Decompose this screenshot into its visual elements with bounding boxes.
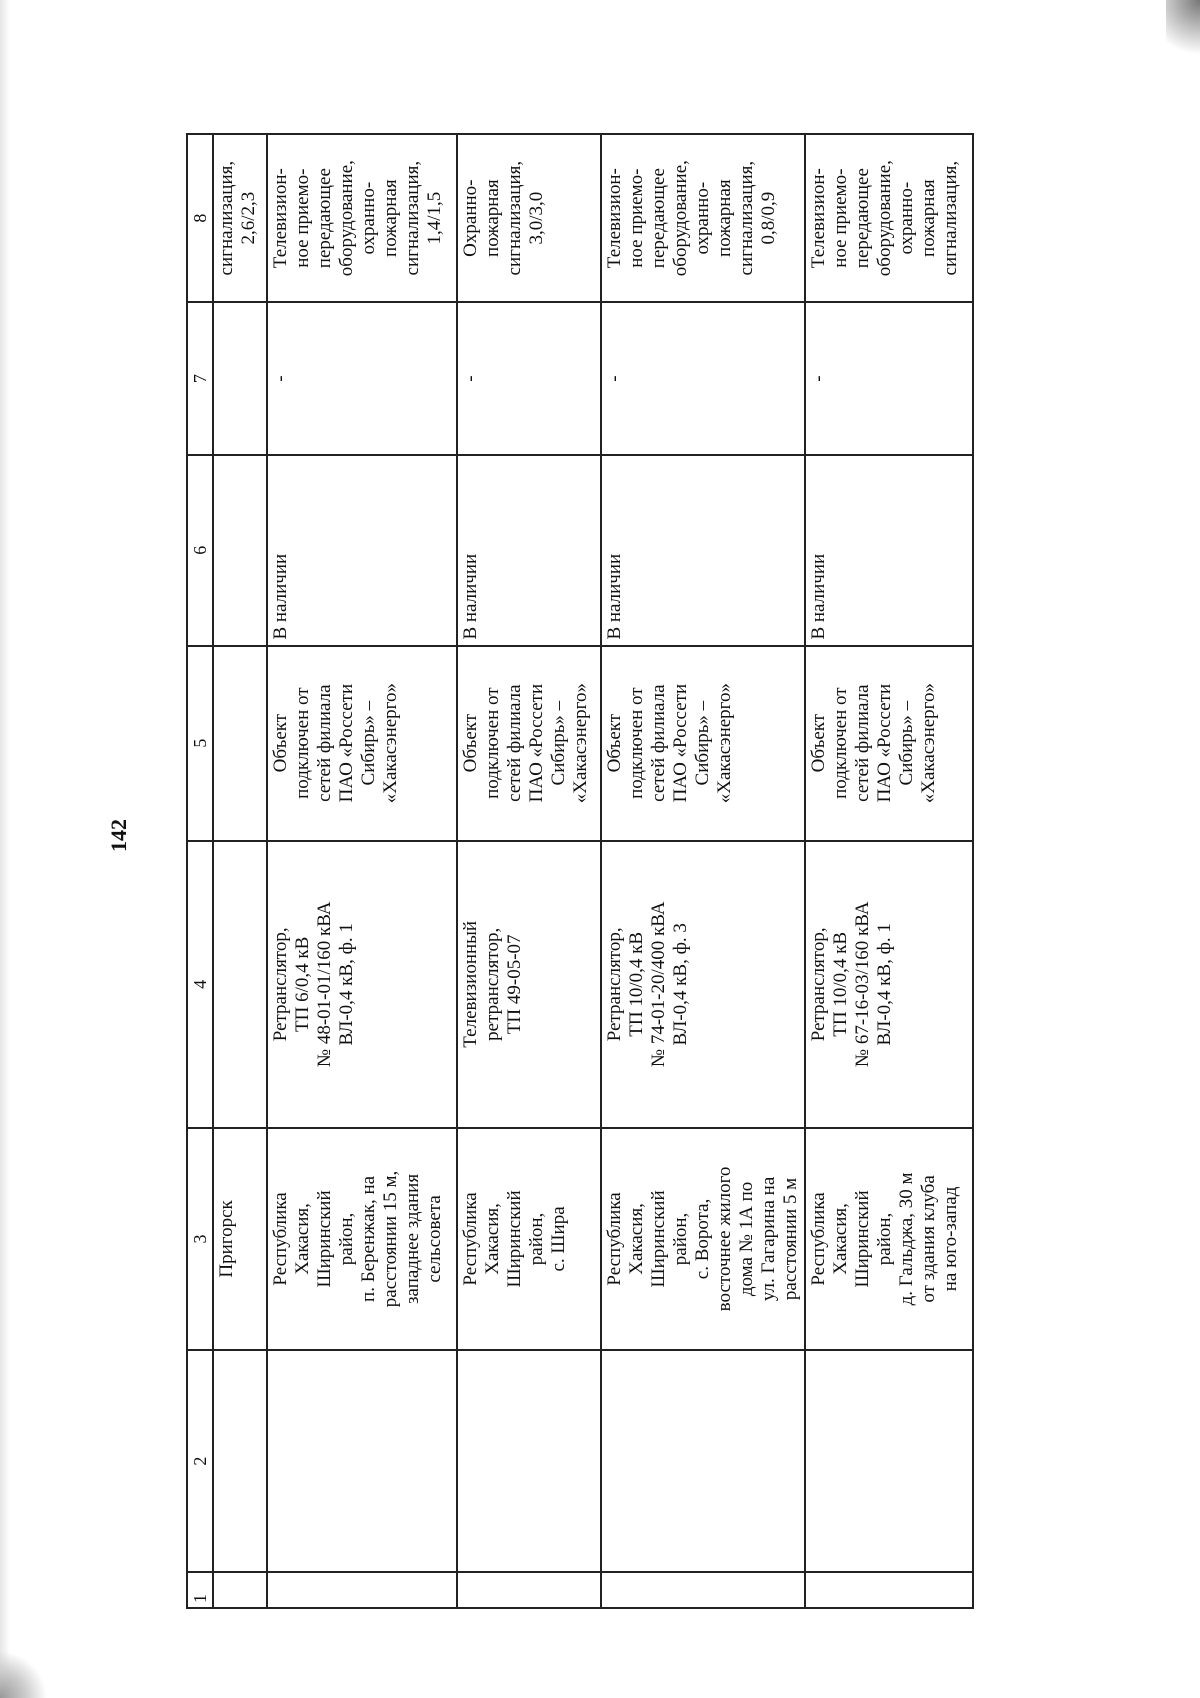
table-row [213, 134, 267, 1608]
cell-col1 [213, 1572, 267, 1608]
table-row [457, 134, 601, 1608]
cell-location: Республика Хакасия, Ширинский район, д. Гальджа, 30 м от здания клуба на юго-запад [805, 1128, 973, 1350]
col-header-8: 8 [187, 134, 213, 302]
cell-power-source: Объект подключен от сетей филиала ПАО «Россети Сибирь» – «Хакасэнерго» [457, 646, 601, 841]
cell-load: сигнализация, 2,6/2,3 [213, 134, 267, 302]
col-header-5: 5 [187, 646, 213, 841]
cell-equipment: Ретранслятор, ТП 10/0,4 кВ № 74-01-20/400 кВА ВЛ-0,4 кВ, ф. 3 [601, 841, 805, 1128]
cell-load: Телевизион- ное приемо- передающее оборудование, охранно- пожарная сигнализация, 1,4/1,5 [267, 134, 457, 302]
cell-availability: В наличии [601, 455, 805, 646]
cell-load: Телевизион- ное приемо- передающее оборудование, охранно- пожарная сигнализация, 0,8/0,9 [601, 134, 805, 302]
col-header-2: 2 [187, 1350, 213, 1572]
cell-col2 [267, 1350, 457, 1572]
cell-power-source [213, 646, 267, 841]
page-number: 142 [106, 819, 131, 852]
cell-col7: - [457, 302, 601, 455]
cell-col1 [805, 1572, 973, 1608]
col-header-1: 1 [187, 1572, 213, 1608]
cell-col2 [457, 1350, 601, 1572]
cell-power-source: Объект подключен от сетей филиала ПАО «Россети Сибирь» – «Хакасэнерго» [601, 646, 805, 841]
cell-availability: В наличии [457, 455, 601, 646]
cell-col7: - [805, 302, 973, 455]
cell-availability [213, 455, 267, 646]
col-header-7: 7 [187, 302, 213, 455]
cell-col7: - [267, 302, 457, 455]
cell-power-source: Объект подключен от сетей филиала ПАО «Россети Сибирь» – «Хакасэнерго» [267, 646, 457, 841]
cell-col1 [457, 1572, 601, 1608]
cell-col7: - [601, 302, 805, 455]
document-table [186, 133, 974, 1609]
cell-availability: В наличии [805, 455, 973, 646]
scan-shadow-bottom-left [0, 1652, 46, 1698]
cell-col7 [213, 302, 267, 455]
table-row [805, 134, 973, 1608]
cell-col2 [601, 1350, 805, 1572]
cell-col2 [213, 1350, 267, 1572]
cell-power-source: Объект подключен от сетей филиала ПАО «Россети Сибирь» – «Хакасэнерго» [805, 646, 973, 841]
cell-location: Республика Хакасия, Ширинский район, с. Шира [457, 1128, 601, 1350]
cell-equipment: Ретранслятор, ТП 10/0,4 кВ № 67-16-03/160 кВА ВЛ-0,4 кВ, ф. 1 [805, 841, 973, 1128]
cell-location: Республика Хакасия, Ширинский район, п. Беренжак, на расстоянии 15 м, западнее здания сельсовета [267, 1128, 457, 1350]
table-row [601, 134, 805, 1608]
cell-col1 [601, 1572, 805, 1608]
cell-col2 [805, 1350, 973, 1572]
cell-equipment [213, 841, 267, 1128]
cell-location: Республика Хакасия, Ширинский район, с. Ворота, восточнее жилого дома № 1А по ул. Гагарина на расстоянии 5 м [601, 1128, 805, 1350]
column-number-row [187, 134, 213, 1608]
cell-location: Пригорск [213, 1128, 267, 1350]
cell-load: Телевизион- ное приемо- передающее оборудование, охранно- пожарная сигнализация, [805, 134, 973, 302]
cell-availability: В наличии [267, 455, 457, 646]
col-header-4: 4 [187, 841, 213, 1128]
cell-load: Охранно- пожарная сигнализация, 3,0/3,0 [457, 134, 601, 302]
cell-equipment: Телевизионный ретранслятор, ТП 49-05-07 [457, 841, 601, 1128]
rotated-page-content [0, 123, 1100, 1619]
cell-col1 [267, 1572, 457, 1608]
scan-shadow-top-right [1166, 0, 1200, 70]
col-header-6: 6 [187, 455, 213, 646]
table-row [267, 134, 457, 1608]
col-header-3: 3 [187, 1128, 213, 1350]
cell-equipment: Ретранслятор, ТП 6/0,4 кВ № 48-01-01/160 кВА ВЛ-0,4 кВ, ф. 1 [267, 841, 457, 1128]
